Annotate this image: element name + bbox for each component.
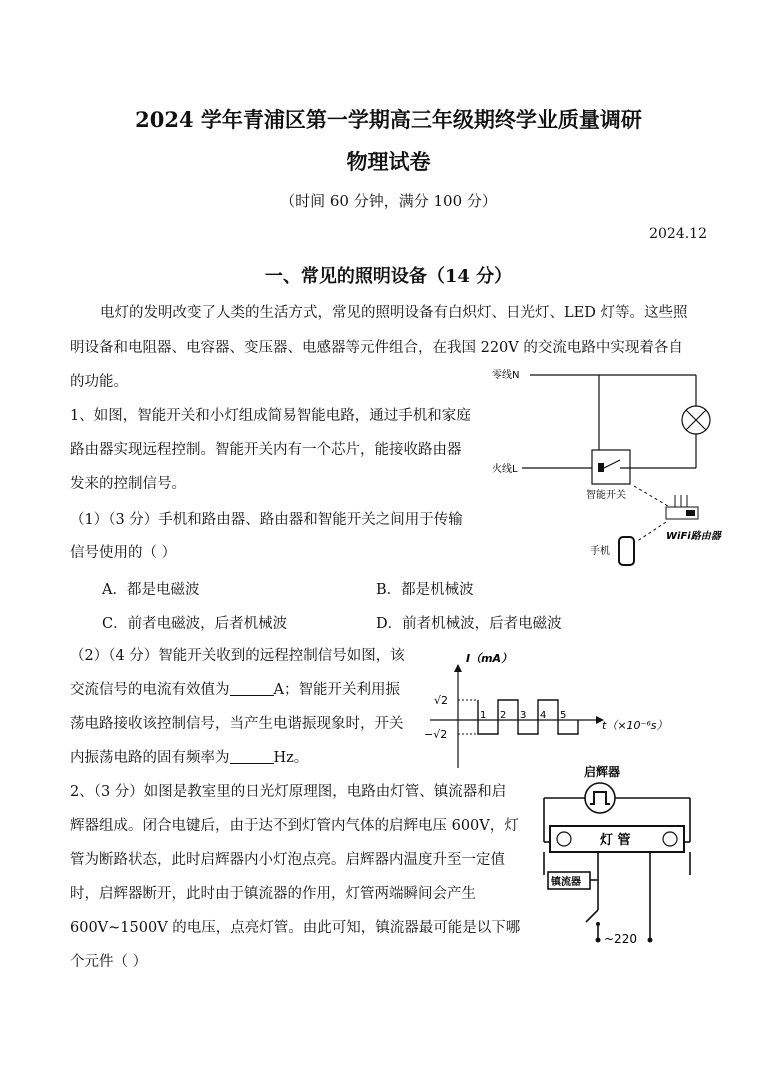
q1-sub2-text: A；智能开关利用振: [273, 682, 400, 698]
q1-text-line: 发来的控制信号。: [70, 476, 186, 492]
section-title: 一、常见的照明设备（14 分）: [264, 266, 513, 287]
smart-switch-label: 智能开关: [586, 490, 626, 501]
q1-text-line: 路由器实现远程控制。智能开关内有一个芯片，能接收路由器: [70, 442, 462, 458]
q1-sub1-line: （1）（3 分）手机和路由器、路由器和智能开关之间用于传输: [70, 512, 463, 528]
smart-switch-icon: [592, 450, 630, 484]
graph-pos-label: √2: [434, 694, 449, 707]
ballast-label: 镇流器: [551, 877, 581, 888]
intro-line: 的功能。: [70, 374, 128, 390]
starter-label: 启辉器: [584, 765, 621, 779]
current-time-graph: [420, 646, 680, 770]
live-line-label: 火线L: [492, 464, 518, 475]
graph-tick: 4: [540, 710, 547, 721]
router-label: WiFi路由器: [666, 531, 721, 542]
switch-key-icon: [586, 910, 598, 922]
q1-sub1-line: 信号使用的（ ）: [70, 545, 177, 561]
q1-sub2-text: Hz。: [273, 750, 309, 766]
answer-blank-frequency[interactable]: [230, 749, 274, 764]
page-title: 2024 学年青浦区第一学期高三年级期终学业质量调研: [135, 107, 642, 132]
phone-icon: [619, 537, 634, 565]
intro-line: 明设备和电阻器、电容器、变压器、电感器等元件组合，在我国 220V 的交流电路中实现着各自: [70, 340, 683, 356]
option-c[interactable]: C．前者电磁波，后者机械波: [102, 616, 288, 632]
q1-sub2-text: 内振荡电路的固有频率为: [70, 750, 230, 766]
phone-label: 手机: [590, 546, 610, 557]
graph-tick: 1: [480, 710, 487, 721]
graph-neg-label: −√2: [424, 728, 448, 741]
intro-line: 电灯的发明改变了人类的生活方式，常见的照明设备有白炽灯、日光灯、LED 灯等。这些照: [100, 305, 688, 321]
graph-tick: 5: [560, 710, 567, 721]
q2-text-line: 管为断路状态，此时启辉器内小灯泡点亮。启辉器内温度升至一定值: [70, 852, 505, 868]
q2-text-line: 2、（3 分）如图是教室里的日光灯原理图，电路由灯管、镇流器和启: [70, 784, 507, 800]
exam-date: 2024.12: [649, 226, 707, 242]
q2-text-line: 辉器组成。闭合电键后，由于达不到灯管内气体的启辉电压 600V，灯: [70, 818, 519, 834]
q2-text-line: 时，启辉器断开，此时由于镇流器的作用，灯管两端瞬间会产生: [70, 886, 476, 902]
smart-circuit-diagram: [490, 362, 730, 582]
graph-tick: 2: [500, 710, 507, 721]
page-subtitle: 物理试卷: [346, 149, 431, 174]
option-a[interactable]: A．都是电磁波: [102, 582, 200, 598]
ac-source-label: ~220: [604, 932, 637, 946]
q1-sub2-text: 交流信号的电流有效值为: [70, 682, 230, 698]
q1-text-line: 1、如图，智能开关和小灯组成简易智能电路，通过手机和家庭: [70, 408, 471, 424]
q2-text-line: 600V~1500V 的电压，点亮灯管。由此可知，镇流器最可能是以下哪: [70, 920, 521, 936]
answer-blank-current[interactable]: [230, 681, 274, 696]
exam-time-info: （时间 60 分钟，满分 100 分）: [280, 192, 497, 210]
q1-sub2-line: [70, 680, 400, 700]
q2-text-line: 个元件（ ）: [70, 954, 148, 970]
fluorescent-lamp-diagram: [540, 760, 710, 950]
option-d[interactable]: D．前者机械波，后者电磁波: [376, 616, 562, 632]
q1-sub2-line: 荡电路接收该控制信号，当产生电谐振现象时，开关: [70, 716, 404, 732]
option-b[interactable]: B．都是机械波: [376, 582, 474, 598]
q1-sub2-line: （2）（4 分）智能开关收到的远程控制信号如图，该: [70, 648, 405, 664]
q1-sub2-line: [70, 748, 308, 768]
starter-icon: [585, 783, 615, 813]
tube-label: 灯 管: [600, 833, 631, 848]
graph-y-label: I（mA）: [466, 652, 513, 665]
graph-x-label: t（×10⁻⁶s）: [602, 719, 668, 732]
neutral-line-label: 零线N: [492, 370, 520, 381]
graph-tick: 3: [520, 710, 527, 721]
